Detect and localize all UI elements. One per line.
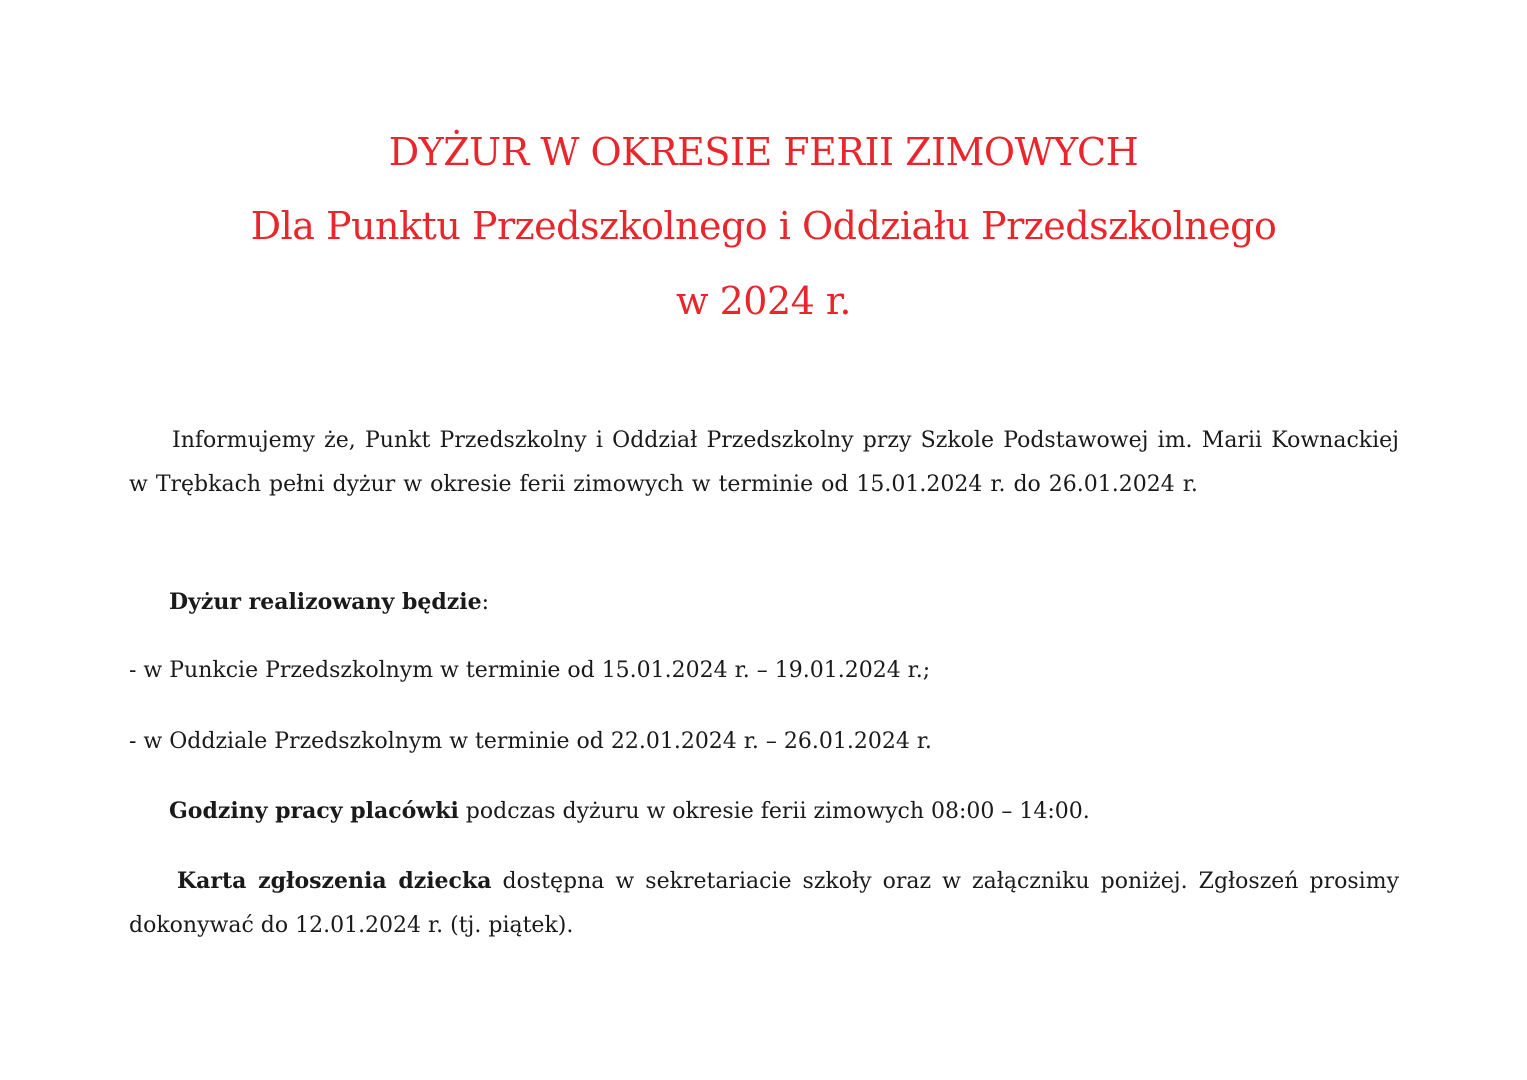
duty-heading-paragraph [129,580,1399,625]
list-item: - w Punkcie Przedszkolnym w terminie od 15.01.2024 r. – 19.01.2024 r.; [129,658,931,683]
hours-paragraph [129,789,1399,834]
title-line-3: w 2024 r. [676,279,851,323]
duty-heading-bold: Dyżur realizowany będzie [169,589,482,615]
form-rest: dostępna w sekretariacie szkoły oraz w załączniku poniżej. Zgłoszeń prosimy dokonywać do 12.01.2024 r. (tj. piątek). [129,869,1399,938]
list-item: - w Oddziale Przedszkolnym w terminie od 22.01.2024 r. – 26.01.2024 r. [129,729,932,754]
hours-rest: podczas dyżuru w okresie ferii zimowych 08:00 – 14:00. [458,799,1090,824]
form-paragraph [129,859,1399,948]
title-line-1: DYŻUR W OKRESIE FERII ZIMOWYCH [388,130,1139,174]
duty-heading-rest: : [481,590,489,615]
hours-bold: Godziny pracy placówki [169,798,459,824]
intro-paragraph: Informujemy że, Punkt Przedszkolny i Oddział Przedszkolny przy Szkole Podstawowej im. Marii Kownackiej w Trębkach pełni dyżur w okresie ferii zimowych w terminie od 15.01.2024 r. do 26.01.2024 r. [129,428,1399,497]
form-bold: Karta zgłoszenia dziecka [177,868,492,894]
title-line-2: Dla Punktu Przedszkolnego i Oddziału Przedszkolnego [250,204,1277,248]
